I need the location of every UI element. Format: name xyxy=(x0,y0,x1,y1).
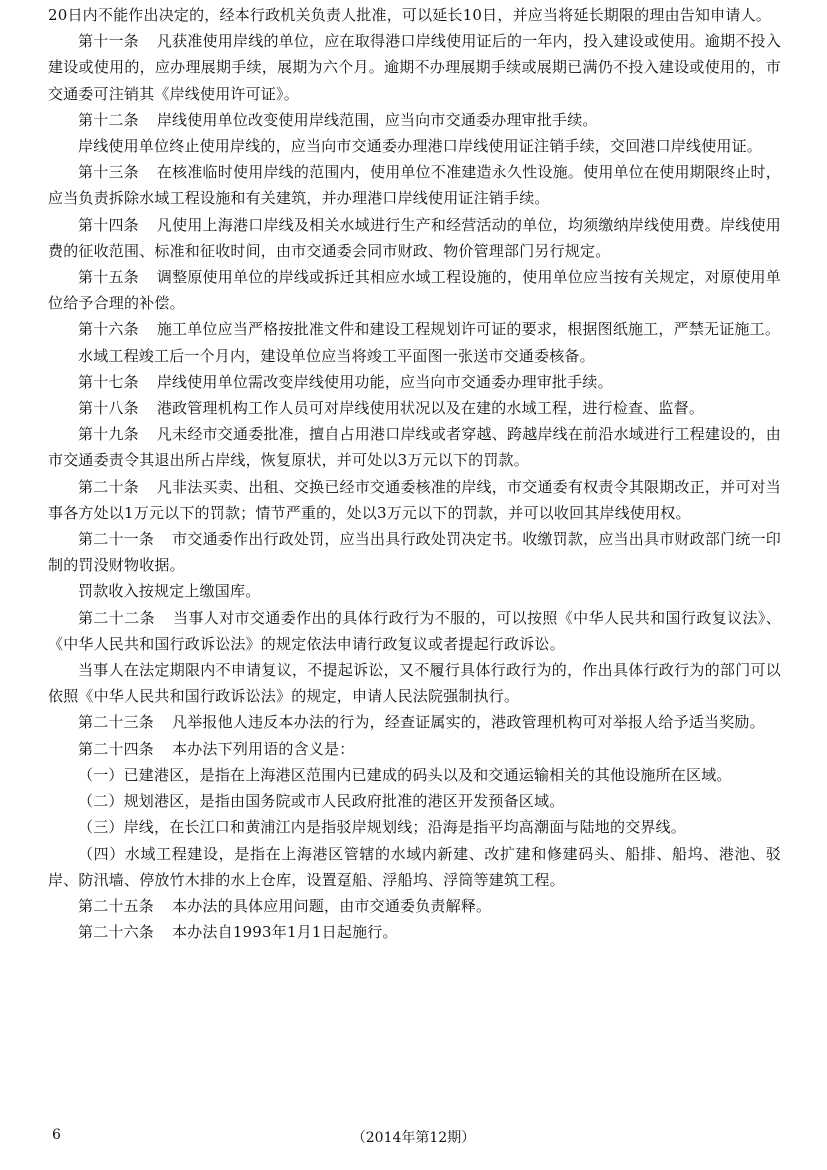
article-number: 第二十三条 xyxy=(78,713,155,732)
article-number: 第十五条 xyxy=(78,268,139,287)
article-paragraph xyxy=(48,893,781,919)
article-number: 第二十一条 xyxy=(78,530,155,549)
paragraph-text: 凡获准使用岸线的单位，应在取得港口岸线使用证后的一年内，投入建设或使用。逾期不投入建设或使用的，应办理展期手续，展期为六个月。逾期不办理展期手续或展期已满仍不投入建设或使用的，市交通委可注销其《岸线使用许可证》。 xyxy=(48,32,781,103)
paragraph-text: 凡使用上海港口岸线及相关水域进行生产和经营活动的单位，均须缴纳岸线使用费。岸线使用费的征收范围、标准和征收时间，由市交通委会同市财政、物价管理部门另行规定。 xyxy=(48,215,781,260)
article-number: 第十三条 xyxy=(78,163,139,182)
paragraph xyxy=(48,762,781,788)
paragraph-text: 市交通委作出行政处罚，应当出具行政处罚决定书。收缴罚款，应当出具市财政部门统一印制的罚没财物收据。 xyxy=(48,530,781,575)
paragraph-text: 20日内不能作出决定的，经本行政机关负责人批准，可以延长10日，并应当将延长期限的理由告知申请人。 xyxy=(48,6,771,24)
article-number: 第十六条 xyxy=(78,320,139,339)
paragraph-text: 岸线使用单位改变使用岸线范围，应当向市交通委办理审批手续。 xyxy=(156,110,598,129)
article-number: 第二十五条 xyxy=(78,896,155,915)
paragraph-text: 港政管理机构工作人员可对岸线使用状况以及在建的水域工程，进行检查、监督。 xyxy=(156,399,705,418)
article-paragraph xyxy=(48,605,781,657)
paragraph-text: 凡非法买卖、出租、交换已经市交通委核准的岸线，市交通委有权责令其限期改正，并可对当事各方处以1万元以下的罚款；情节严重的，处以3万元以下的罚款，并可以收回其岸线使用权。 xyxy=(48,477,781,522)
article-paragraph xyxy=(48,709,781,735)
paragraph-text: 施工单位应当严格按批准文件和建设工程规划许可证的要求，根据图纸施工，严禁无证施工。 xyxy=(156,320,781,339)
document-body xyxy=(48,2,781,945)
article-number: 第二十二条 xyxy=(78,608,155,627)
paragraph xyxy=(48,814,781,840)
paragraph-text: 当事人对市交通委作出的具体行政行为不服的，可以按照《中华人民共和国行政复议法》、《中华人民共和国行政诉讼法》的规定依法申请行政复议或者提起行政诉讼。 xyxy=(48,608,781,653)
paragraph-text: 本办法自1993年1月1日起施行。 xyxy=(172,923,398,942)
paragraph xyxy=(48,133,781,159)
paragraph-text: （四）水域工程建设，是指在上海港区管辖的水域内新建、改扩建和修建码头、船排、船坞、港池、驳岸、防汛墙、停放竹木排的水上仓库，设置趸船、浮船坞、浮筒等建筑工程。 xyxy=(48,844,781,889)
paragraph xyxy=(48,578,781,604)
paragraph xyxy=(48,343,781,369)
article-paragraph xyxy=(48,159,781,211)
article-paragraph xyxy=(48,474,781,526)
article-number: 第二十四条 xyxy=(78,739,155,758)
page-number: 6 xyxy=(52,1127,61,1143)
article-number: 第十一条 xyxy=(78,32,139,51)
paragraph-text: 当事人在法定期限内不申请复议，不提起诉讼，又不履行具体行政行为的，作出具体行政行为的部门可以依照《中华人民共和国行政诉讼法》的规定，申请人民法院强制执行。 xyxy=(48,661,781,706)
article-paragraph xyxy=(48,107,781,133)
paragraph-text: 本办法下列用语的含义是： xyxy=(172,739,355,758)
article-paragraph xyxy=(48,264,781,316)
article-number: 第十七条 xyxy=(78,372,139,391)
paragraph-text: 岸线使用单位终止使用岸线的，应当向市交通委办理港口岸线使用证注销手续，交回港口岸线使用证。 xyxy=(78,137,763,156)
paragraph-text: （一）已建港区，是指在上海港区范围内已建成的码头以及和交通运输相关的其他设施所在区域。 xyxy=(78,765,732,784)
paragraph-text: 岸线使用单位需改变岸线使用功能，应当向市交通委办理审批手续。 xyxy=(156,372,613,391)
article-paragraph xyxy=(48,421,781,473)
paragraph-text: 凡未经市交通委批准，擅自占用港口岸线或者穿越、跨越岸线在前沿水域进行工程建设的，由市交通委责令其退出所占岸线，恢复原状，并可处以3万元以下的罚款。 xyxy=(48,425,781,470)
paragraph-text: 水域工程竣工后一个月内，建设单位应当将竣工平面图一张送市交通委核备。 xyxy=(78,346,595,365)
article-paragraph xyxy=(48,395,781,421)
paragraph xyxy=(48,841,781,893)
article-paragraph xyxy=(48,28,781,107)
paragraph xyxy=(48,2,781,28)
issue-label: （2014年第12期） xyxy=(351,1130,476,1146)
paragraph-text: 本办法的具体应用问题，由市交通委负责解释。 xyxy=(172,896,492,915)
article-paragraph xyxy=(48,736,781,762)
article-paragraph xyxy=(48,369,781,395)
article-paragraph xyxy=(48,526,781,578)
paragraph-text: 调整原使用单位的岸线或拆迁其相应水域工程设施的，使用单位应当按有关规定，对原使用单位给予合理的补偿。 xyxy=(48,268,781,313)
paragraph-text: 凡举报他人违反本办法的行为，经查证属实的，港政管理机构可对举报人给予适当奖励。 xyxy=(172,713,765,732)
article-number: 第十四条 xyxy=(78,215,139,234)
paragraph xyxy=(48,657,781,709)
page-footer xyxy=(0,1127,827,1149)
paragraph-text: （二）规划港区，是指由国务院或市人民政府批准的港区开发预备区域。 xyxy=(78,792,565,811)
article-number: 第二十六条 xyxy=(78,923,155,942)
article-paragraph xyxy=(48,316,781,342)
article-paragraph xyxy=(48,212,781,264)
paragraph xyxy=(48,788,781,814)
article-number: 第十八条 xyxy=(78,399,139,418)
article-paragraph xyxy=(48,919,781,945)
article-number: 第十九条 xyxy=(78,425,139,444)
paragraph-text: （三）岸线，在长江口和黄浦江内是指驳岸规划线；沿海是指平均高潮面与陆地的交界线。 xyxy=(78,818,687,837)
paragraph-text: 在核准临时使用岸线的范围内，使用单位不准建造永久性设施。使用单位在使用期限终止时，应当负责拆除水域工程设施和有关建筑，并办理港口岸线使用证注销手续。 xyxy=(48,163,781,208)
article-number: 第二十条 xyxy=(78,477,139,496)
article-number: 第十二条 xyxy=(78,110,139,129)
paragraph-text: 罚款收入按规定上缴国库。 xyxy=(78,582,261,601)
